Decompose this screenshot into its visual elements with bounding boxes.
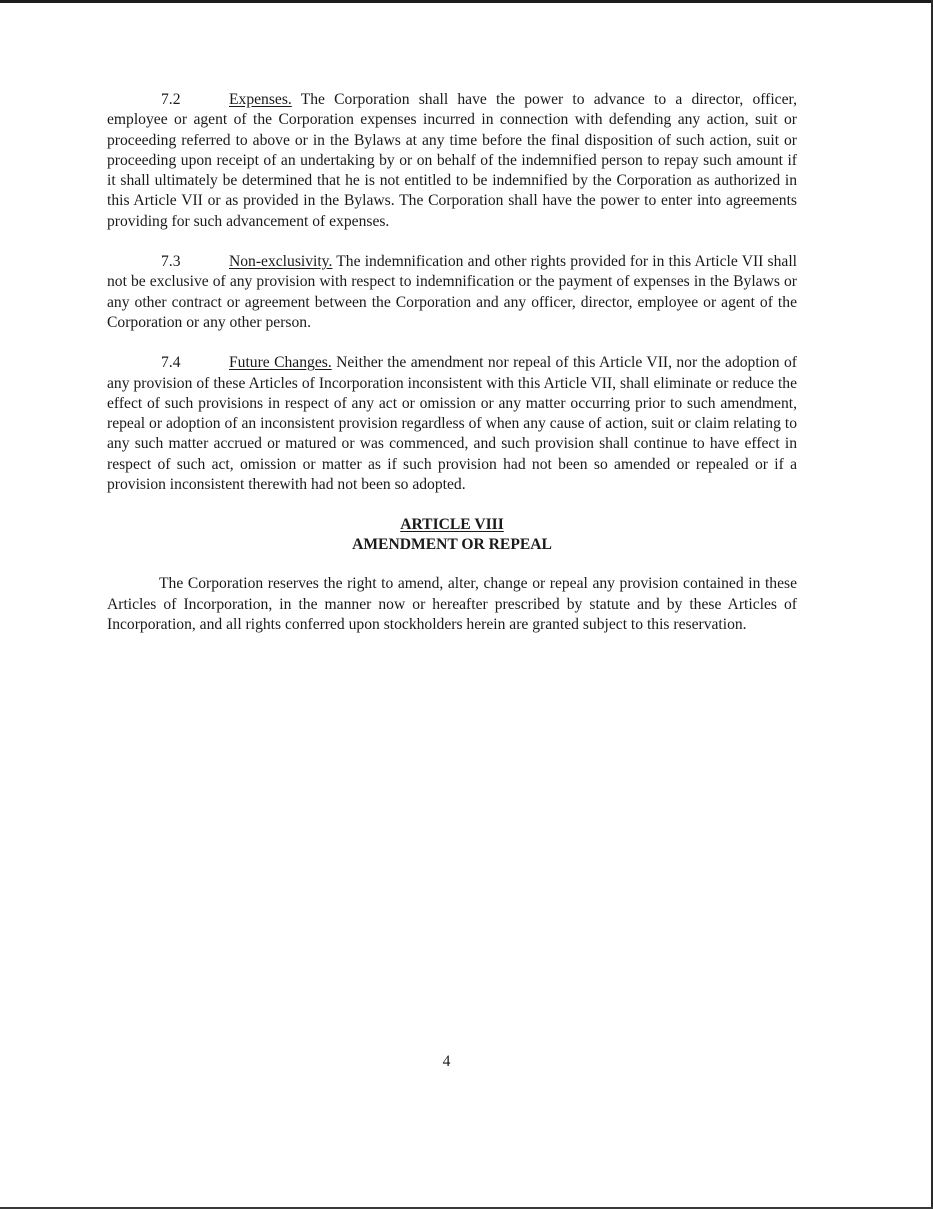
article-subtitle: AMENDMENT OR REPEAL [352,536,552,554]
page-number: 4 [442,1053,451,1070]
section-heading: Expenses. [229,91,292,108]
article-heading [107,515,797,555]
article-body: The Corporation reserves the right to amend, alter, change or repeal any provision contained in these Articles of Incorporation, in the manner now or hereafter prescribed by statute and by these Articles of Incorporation, and all rights conferred upon stockholders herein are granted subject to this reservation. [107,575,797,633]
article-title: ARTICLE VIII [400,516,504,534]
section-7-2 [107,90,797,232]
section-number: 7.4 [161,354,181,372]
section-heading: Future Changes. [229,354,332,372]
section-heading: Non-exclusivity. [229,253,333,271]
document-body [107,90,797,655]
section-7-3 [107,252,797,333]
section-body: Neither the amendment nor repeal of this Article VII, nor the adoption of any provision of these Articles of Incorporation inconsistent with this Article VII, shall eliminate or reduce the effect of such provisions in respect of any act or omission or any matter occurring prior to such amendment, repeal or adoption of an inconsistent provision regardless of when any cause of action, suit or claim relating to any such matter accrued or matured or was commenced, and such provision shall continue to have effect in respect of such act, omission or matter as if such provision had not been so amended or repealed or if a provision inconsistent therewith had not been so adopted. [107,354,797,494]
section-body: The Corporation shall have the power to advance to a director, officer, employee or agent of the Corporation expenses incurred in connection with defending any action, suit or proceeding referred to above or in the Bylaws at any time before the final disposition of such action, suit or proceeding upon receipt of an undertaking by or on behalf of the indemnified person to repay such amount if it shall ultimately be determined that he is not entitled to be indemnified by the Corporation as authorized in this Article VII or as provided in the Bylaws. The Corporation shall have the power to enter into agreements providing for such advancement of expenses. [107,91,797,230]
section-body: The indemnification and other rights provided for in this Article VII shall not be exclusive of any provision with respect to indemnification or the payment of expenses in the Bylaws or any other contract or agreement between the Corporation and any officer, director, employee or agent of the Corporation or any other person. [107,253,797,331]
section-number: 7.2 [161,91,181,108]
scan-edge-top [0,0,933,3]
section-7-4 [107,353,797,495]
section-number: 7.3 [161,253,181,271]
